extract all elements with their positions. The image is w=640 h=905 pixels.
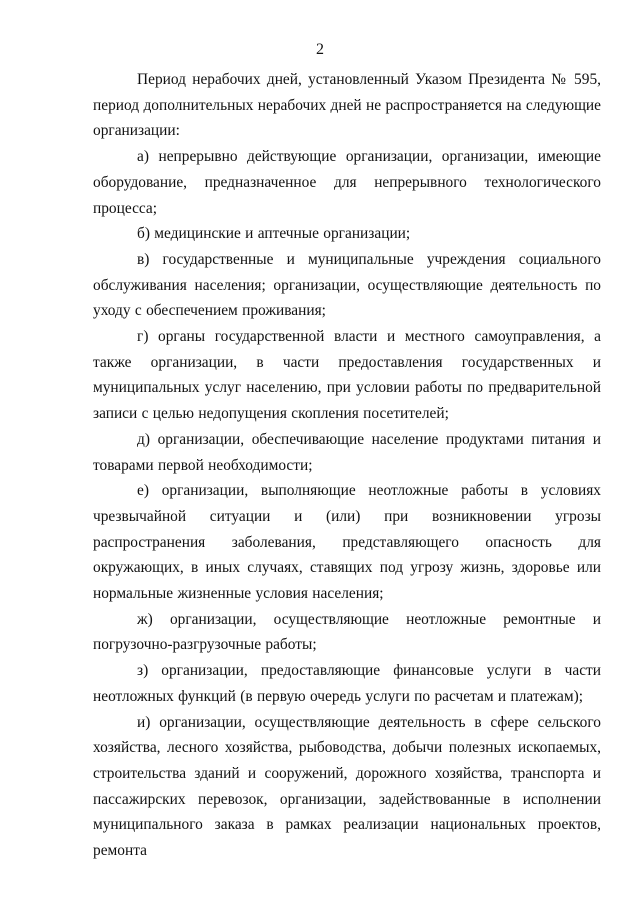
list-item-g: г) органы государственной власти и местного самоуправления, а также организации, в части предоставления государственных и муниципальных услуг населению, при условии работы по предварительной записи с целью недопущения скопления посетителей; <box>93 328 601 423</box>
list-item-a: а) непрерывно действующие организации, организации, имеющие оборудование, предназначенное для непрерывного технологического процесса; <box>93 148 601 217</box>
list-item-b: б) медицинские и аптечные организации; <box>137 225 411 243</box>
list-item-i: и) организации, осуществляющие деятельность в сфере сельского хозяйства, лесного хозяйства, рыбоводства, добычи полезных ископаемых, строительства зданий и сооружений, дорожного хозяйства, транспорта и пассажирских перевозок, организации, задействованные в исполнении муниципального заказа в рамках реализации национальных проектов, ремонта <box>93 713 601 860</box>
list-item-v: в) государственные и муниципальные учреждения социального обслуживания населения; организации, осуществляющие деятельность по уходу с обеспечением проживания; <box>93 250 601 320</box>
list-item-zh: ж) организации, осуществляющие неотложные ремонтные и погрузочно-разгрузочные работы; <box>93 610 601 654</box>
document-body <box>93 67 601 864</box>
paragraph-intro: Период нерабочих дней, установленный Указом Президента № 595, период дополнительных нерабочих дней не распространяется на следующие организации: <box>93 71 601 140</box>
list-item-e: е) организации, выполняющие неотложные работы в условиях чрезвычайной ситуации и (или) при возникновении угрозы распространения заболевания, представляющего опасность для окружающих, в иных случаях, ставящих под угрозу жизнь, здоровье или нормальные жизненные условия населения; <box>93 482 601 603</box>
page-number: 2 <box>316 41 324 58</box>
list-item-d: д) организации, обеспечивающие население продуктами питания и товарами первой необходимости; <box>93 430 601 474</box>
list-item-z: з) организации, предоставляющие финансовые услуги в части неотложных функций (в первую очередь услуги по расчетам и платежам); <box>93 662 601 705</box>
